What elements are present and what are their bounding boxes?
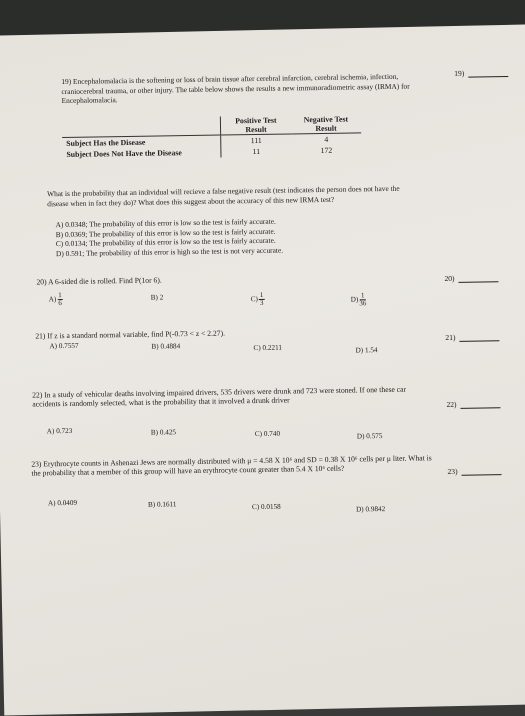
numerator: 1 xyxy=(259,290,264,299)
q22-text: 22) In a study of vehicular deaths involving impaired drivers, 535 drivers were drunk and 723 were stoned. If one these car accidents is randomly selected, what is the probability that it involved a drunk driver xyxy=(32,384,407,409)
q19-question: What is the probability that an individual will recieve a false negative result (test indicates the person does not have the disease when in fact they do)? What does this suggest about the accuracy of this new IRMA test? xyxy=(46,183,400,208)
q19-answer-blank[interactable] xyxy=(468,70,508,78)
q19-number: 19) xyxy=(454,68,465,78)
q20-answer-blank[interactable] xyxy=(459,275,499,283)
table-cell: 4 xyxy=(324,134,329,144)
denominator: 36 xyxy=(359,299,367,308)
q23-answer-blank[interactable] xyxy=(462,468,502,476)
q20-number: 20) xyxy=(444,273,455,284)
option-label: A) xyxy=(48,295,57,304)
q20-answer-slot xyxy=(444,273,498,283)
q19-table xyxy=(62,114,362,160)
q21-option-c[interactable]: C) 0.2211 xyxy=(253,343,283,353)
q19-options xyxy=(55,215,416,259)
q22-option-c[interactable]: C) 0.740 xyxy=(254,429,281,439)
q21-text: 21) If z is a standard normal variable, find P(-0.73 < z < 2.27). xyxy=(35,328,226,341)
q23-text: 23) Erythrocyte counts in Ashenazi Jews are normally distributed with μ = 4.58 X 10⁶ and SD = 0.38 X 10⁶ cells per μ liter. What is the probability that a member of this group will have an erythrocyte count greater than 5.4 X 10⁶ cells? xyxy=(31,453,432,478)
q20-option-c[interactable] xyxy=(251,292,265,307)
table-header-negative: Negative Test Result xyxy=(303,114,349,134)
q23-option-c[interactable]: C) 0.0158 xyxy=(251,502,281,512)
denominator: 6 xyxy=(58,299,62,308)
table-cell: 111 xyxy=(221,134,292,147)
q22-option-a[interactable]: A) 0.723 xyxy=(46,426,73,436)
q22-option-d[interactable]: D) 0.575 xyxy=(356,432,383,441)
q23-answer-slot xyxy=(447,466,501,476)
q23-option-b[interactable]: B) 0.1611 xyxy=(147,500,177,509)
q22-number: 22) xyxy=(446,399,457,410)
table-row-label: Subject Has the Disease xyxy=(66,137,146,148)
q23-option-d[interactable]: D) 0.9842 xyxy=(355,505,386,514)
q19-option-c[interactable]: C) 0.0134; The probability of this error is low so the test is fairly accurate. xyxy=(55,235,276,249)
q22-answer-slot xyxy=(446,399,500,409)
table-row-label: Subject Does Not Have the Disease xyxy=(66,148,182,159)
numerator: 1 xyxy=(58,291,62,300)
q21-option-b[interactable]: B) 0.4884 xyxy=(151,342,181,351)
q19-option-d[interactable]: D) 0.591; The probability of this error is high so the test is not very accurate. xyxy=(55,245,284,258)
q19-answer-slot xyxy=(454,68,508,78)
fraction xyxy=(57,292,63,307)
q20-option-d[interactable] xyxy=(351,292,367,307)
q19-option-a[interactable]: A) 0.0348; The probability of this error is low so the test is fairly accurate. xyxy=(55,216,276,230)
denominator: 3 xyxy=(259,298,264,307)
q20-text: 20) A 6-sided die is rolled. Find P(1or 6). xyxy=(36,275,162,287)
q20-option-b[interactable]: B) 2 xyxy=(150,293,164,302)
option-label: D) xyxy=(350,295,359,304)
option-label: C) xyxy=(250,295,258,304)
q23-number: 23) xyxy=(447,466,458,477)
q19-text: 19) Encephalomalacia is the softening or loss of brain tissue after cerebral infarction, cerebral ischemia, infection, craniocerebral trauma, or other injury. The table below shows the results a new immunoradiometric assay (IRMA) for Encephalomalacia. xyxy=(61,71,410,106)
q21-number: 21) xyxy=(445,332,456,343)
q21-option-a[interactable]: A) 0.7557 xyxy=(49,341,79,351)
q20-option-a[interactable] xyxy=(49,292,63,307)
q22-answer-blank[interactable] xyxy=(460,401,500,409)
fraction xyxy=(359,292,366,307)
table-cell: 11 xyxy=(221,145,292,157)
q21-answer-slot xyxy=(445,332,499,342)
q21-answer-blank[interactable] xyxy=(459,334,499,342)
fraction xyxy=(259,292,265,307)
table-header-positive: Positive Test Result xyxy=(220,115,291,135)
q22-option-b[interactable]: B) 0.425 xyxy=(150,428,177,437)
q19-option-b[interactable]: B) 0.0369; The probability of this error is low so the test is fairly accurate. xyxy=(55,226,276,239)
q21-option-d[interactable]: D) 1.54 xyxy=(355,346,378,355)
numerator: 1 xyxy=(360,291,365,300)
table-cell: 172 xyxy=(320,145,333,155)
q23-option-a[interactable]: A) 0.0409 xyxy=(47,498,78,508)
